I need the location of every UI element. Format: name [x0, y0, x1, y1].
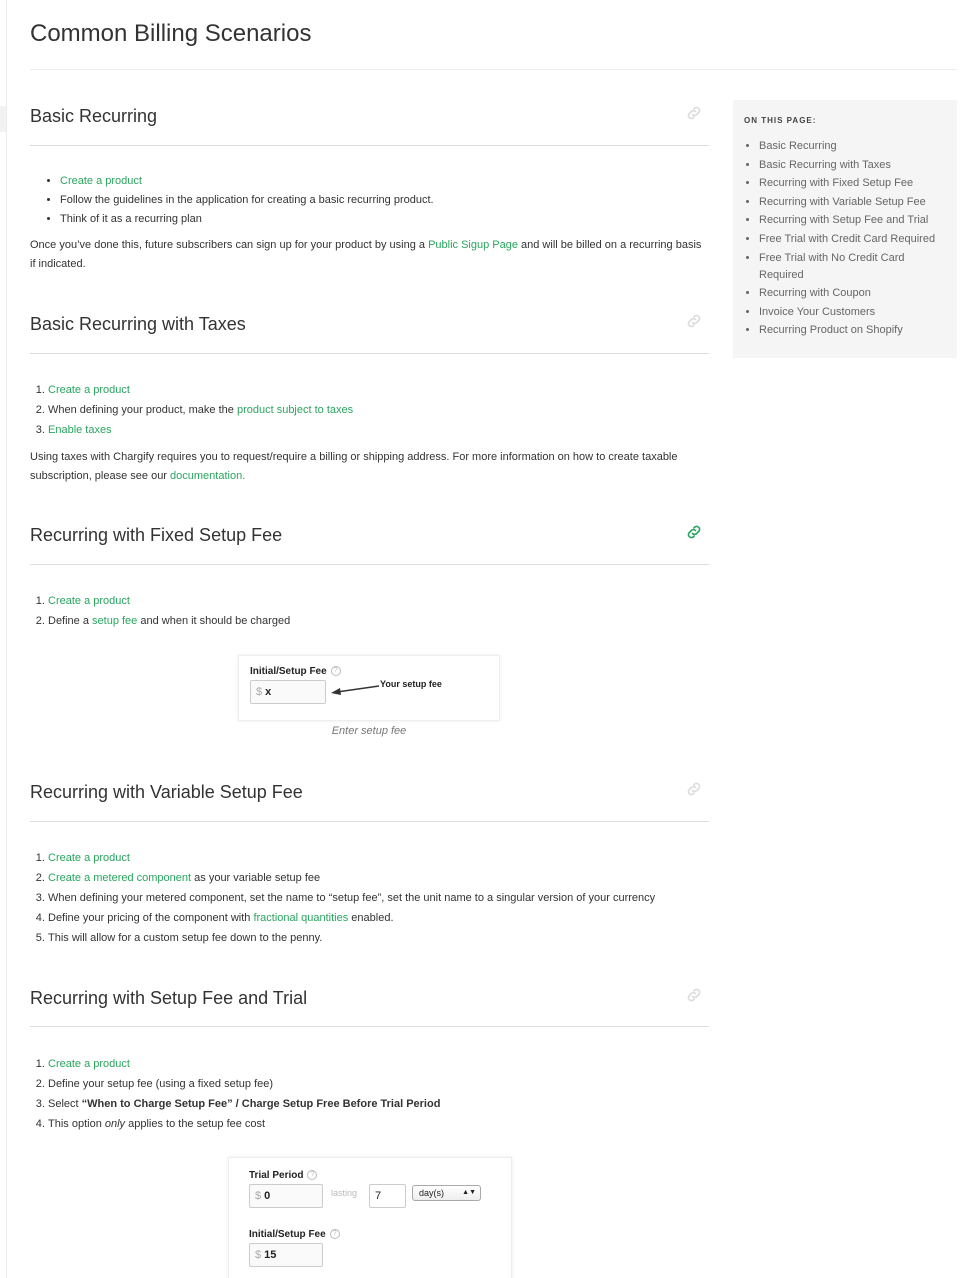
toc-item-label[interactable]: Invoice Your Customers: [759, 305, 876, 318]
section-title: Recurring with Fixed Setup Fee: [30, 525, 283, 545]
section-fixed-setup-fee: [30, 521, 709, 737]
bullet-list: [30, 172, 434, 229]
list-item: [48, 1094, 440, 1114]
text: When defining your product, make the: [48, 404, 237, 416]
figure-label: [250, 666, 341, 677]
link-icon[interactable]: [685, 523, 703, 541]
lasting-input: [369, 1184, 406, 1208]
link-icon[interactable]: [685, 780, 703, 798]
list-item: [48, 1054, 440, 1074]
setup-fee-input: [250, 680, 326, 704]
public-signup-page-link[interactable]: Public Sigup Page: [428, 239, 518, 251]
currency-symbol: $: [255, 1190, 262, 1202]
title-divider: [30, 69, 957, 70]
documentation-link[interactable]: documentation.: [170, 470, 246, 482]
arrow-icon: [331, 682, 381, 696]
text: and when it should be charged: [137, 615, 291, 627]
left-tab-marker: [0, 106, 6, 132]
label-text: Initial/Setup Fee: [250, 666, 327, 677]
toc-item-label[interactable]: Recurring with Coupon: [759, 287, 871, 300]
numbered-list: [18, 848, 718, 948]
text: This option: [48, 1118, 105, 1130]
section-basic-recurring: [30, 102, 709, 270]
create-product-link[interactable]: Create a product: [48, 852, 130, 864]
trial-period-figure: [228, 1157, 512, 1278]
text: applies to the setup fee cost: [125, 1118, 266, 1130]
section-divider: [30, 1026, 709, 1027]
toc-panel: [733, 100, 957, 358]
numbered-list: [18, 1054, 440, 1134]
label-text: Trial Period: [249, 1170, 304, 1181]
list-item: 5. This will allow for a custom setup fee down to the penny.: [48, 928, 718, 948]
toc-item[interactable]: [759, 231, 948, 248]
section-title: Recurring with Variable Setup Fee: [30, 782, 303, 802]
create-product-link[interactable]: Create a product: [48, 595, 130, 607]
toc-item-label[interactable]: Basic Recurring with Taxes: [759, 158, 891, 171]
help-icon: ?: [331, 666, 341, 676]
trial-period-input: [249, 1184, 323, 1208]
list-item: [48, 400, 353, 420]
create-product-link[interactable]: Create a product: [60, 175, 142, 187]
setup-fee-link[interactable]: setup fee: [92, 615, 138, 627]
text: Using taxes with Chargify requires you to request/require a billing or shipping address. For more information on how to create taxable subscription, please see our: [30, 451, 678, 482]
section-divider: [30, 564, 709, 565]
paragraph: [30, 448, 705, 486]
select-value: day(s): [419, 1188, 445, 1198]
toc-item-label[interactable]: Recurring with Fixed Setup Fee: [759, 177, 914, 190]
list-item: • Follow the guidelines in the application for creating a basic recurring product.: [60, 191, 434, 210]
section-variable-setup-fee: [30, 778, 709, 944]
numbered-list: [18, 591, 290, 631]
section-divider: [30, 821, 709, 822]
list-item: [48, 420, 353, 440]
list-item: [60, 172, 434, 191]
text: Select: [48, 1098, 82, 1110]
annotation-text: Your setup fee: [380, 679, 442, 689]
text: Once you’ve done this, future subscribers can sign up for your product by using a: [30, 239, 429, 251]
enable-taxes-link[interactable]: Enable taxes: [48, 424, 112, 436]
list-item: [48, 908, 718, 928]
left-border: [6, 0, 7, 1278]
input-value: 7: [375, 1190, 382, 1202]
section-divider: [30, 145, 709, 146]
create-product-link[interactable]: Create a product: [48, 384, 130, 396]
list-item: 2. Define your setup fee (using a fixed setup fee): [48, 1074, 440, 1094]
toc-item-label[interactable]: Recurring with Variable Setup Fee: [759, 195, 926, 208]
toc-item[interactable]: [759, 194, 948, 211]
toc-item[interactable]: [759, 212, 948, 229]
list-item: [48, 591, 290, 611]
list-item: [48, 611, 290, 631]
input-value: 15: [264, 1249, 277, 1261]
setup-fee-input: [249, 1243, 323, 1267]
figure-caption: Enter setup fee: [331, 725, 407, 737]
toc-item[interactable]: [759, 157, 948, 174]
lasting-label: lasting: [331, 1188, 358, 1198]
section-title: Recurring with Setup Fee and Trial: [30, 988, 308, 1008]
create-product-link[interactable]: Create a product: [48, 1058, 130, 1070]
currency-symbol: $: [255, 1249, 262, 1261]
product-subject-to-taxes-link[interactable]: product subject to taxes: [236, 404, 354, 416]
toc-item[interactable]: [759, 175, 948, 192]
fractional-quantities-link[interactable]: fractional quantities: [253, 912, 349, 924]
help-icon: ?: [307, 1170, 317, 1180]
toc-item-label[interactable]: Recurring with Setup Fee and Trial: [759, 214, 929, 227]
help-icon: ?: [330, 1229, 340, 1239]
currency-symbol: $: [256, 686, 263, 698]
page-title: Common Billing Scenarios: [30, 20, 312, 47]
link-icon[interactable]: [685, 104, 703, 122]
bold-text: “When to Charge Setup Fee” / Charge Setup Free Before Trial Period: [81, 1098, 441, 1110]
link-icon[interactable]: [685, 312, 703, 330]
list-item: 3. When defining your metered component, set the name to “setup fee”, set the unit name to a singular version of your currency: [48, 888, 718, 908]
text: Define a: [48, 615, 93, 627]
text: enabled.: [348, 912, 394, 924]
toc-item[interactable]: [759, 304, 948, 321]
label-text: Initial/Setup Fee: [249, 1229, 326, 1240]
setup-fee-figure: [238, 655, 500, 721]
create-metered-component-link[interactable]: Create a metered component: [48, 872, 192, 884]
link-icon[interactable]: [685, 986, 703, 1004]
list-item: • Think of it as a recurring plan: [60, 210, 434, 229]
list-item: [48, 848, 718, 868]
list-item: [48, 1114, 440, 1134]
text: Define your pricing of the component with: [48, 912, 254, 924]
section-setup-fee-trial: [30, 984, 709, 1261]
toc-item[interactable]: [759, 138, 948, 155]
text: and will be billed on a recurring basis if indicated.: [30, 239, 702, 270]
toc-item-label[interactable]: Free Trial with No Credit Card Required: [759, 251, 905, 281]
input-value: 0: [264, 1190, 271, 1202]
toc-item[interactable]: [759, 285, 948, 302]
figure-label: [249, 1229, 340, 1240]
emphasis-text: only: [104, 1118, 126, 1130]
toc-item[interactable]: [759, 250, 948, 284]
list-item: [48, 868, 718, 888]
list-item: [48, 380, 353, 400]
toc-item-label[interactable]: Free Trial with Credit Card Required: [759, 232, 936, 245]
select-arrows-icon: ▲▼: [462, 1189, 476, 1196]
section-divider: [30, 353, 709, 354]
toc-item-label[interactable]: Recurring Product on Shopify: [759, 324, 903, 337]
toc-item-label[interactable]: Basic Recurring: [759, 140, 837, 152]
toc-list: [743, 138, 948, 341]
section-title: Basic Recurring with Taxes: [30, 314, 246, 334]
section-basic-recurring-taxes: [30, 310, 709, 482]
numbered-list: [18, 380, 353, 440]
input-value: x: [265, 686, 272, 698]
text: as your variable setup fee: [191, 872, 321, 884]
toc-heading: ON THIS PAGE:: [744, 116, 817, 125]
figure-label: [249, 1170, 317, 1181]
toc-item[interactable]: [759, 322, 948, 339]
paragraph: [30, 236, 705, 274]
unit-select: [412, 1185, 481, 1201]
section-title: Basic Recurring: [30, 106, 158, 126]
